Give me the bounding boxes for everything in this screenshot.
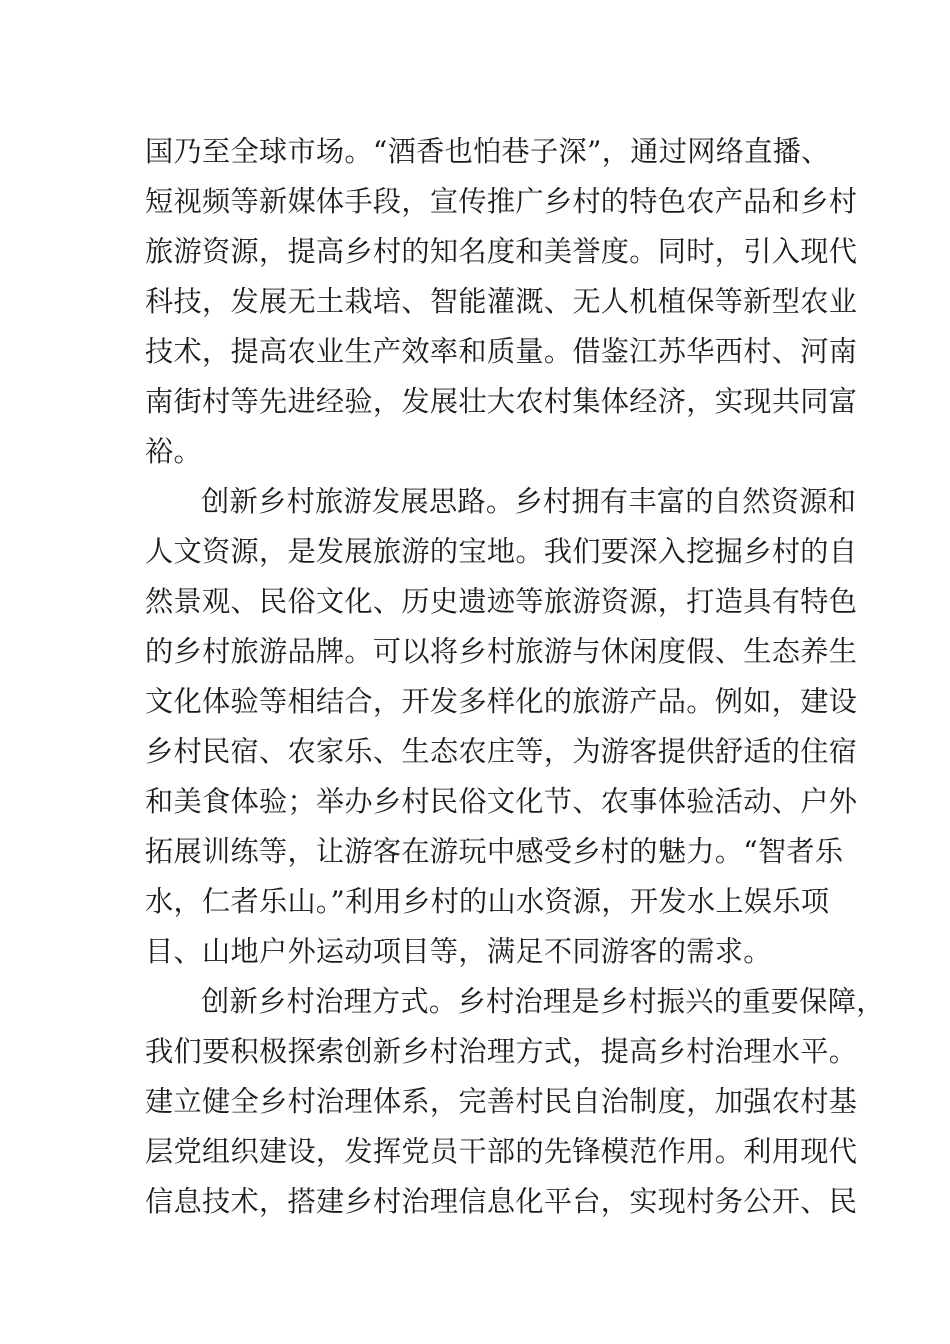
text-line: 科技，发展无土栽培、智能灌溉、无人机植保等新型农业 — [145, 285, 858, 318]
text-line: 南街村等先进经验，发展壮大农村集体经济，实现共同富 — [145, 385, 858, 418]
text-line: 裕。 — [145, 435, 202, 468]
paragraph-first-line: 创新乡村旅游发展思路。乡村拥有丰富的自然资源和 — [201, 485, 857, 518]
text-line: 目、山地户外运动项目等，满足不同游客的需求。 — [145, 935, 772, 968]
text-line: 然景观、民俗文化、历史遗迹等旅游资源，打造具有特色 — [145, 585, 858, 618]
text-line: 拓展训练等，让游客在游玩中感受乡村的魅力。“智者乐 — [145, 835, 844, 868]
text-line: 文化体验等相结合，开发多样化的旅游产品。例如，建设 — [145, 685, 858, 718]
text-line: 人文资源，是发展旅游的宝地。我们要深入挖掘乡村的自 — [145, 535, 858, 568]
text-line: 短视频等新媒体手段，宣传推广乡村的特色农产品和乡村 — [145, 185, 858, 218]
text-line: 旅游资源，提高乡村的知名度和美誉度。同时，引入现代 — [145, 235, 858, 268]
paragraph-first-line: 创新乡村治理方式。乡村治理是乡村振兴的重要保障， — [201, 985, 885, 1018]
text-line: 水，仁者乐山。”利用乡村的山水资源，开发水上娱乐项 — [145, 885, 830, 918]
text-line: 建立健全乡村治理体系，完善村民自治制度，加强农村基 — [145, 1085, 858, 1118]
text-line: 层党组织建设，发挥党员干部的先锋模范作用。利用现代 — [145, 1135, 858, 1168]
text-line: 我们要积极探索创新乡村治理方式，提高乡村治理水平。 — [145, 1035, 858, 1068]
text-line: 国乃至全球市场。“酒香也怕巷子深”，通过网络直播、 — [145, 135, 830, 168]
text-line: 的乡村旅游品牌。可以将乡村旅游与休闲度假、生态养生 — [145, 635, 858, 668]
text-line: 乡村民宿、农家乐、生态农庄等，为游客提供舒适的住宿 — [145, 735, 858, 768]
text-line: 技术，提高农业生产效率和质量。借鉴江苏华西村、河南 — [145, 335, 858, 368]
text-line: 和美食体验；举办乡村民俗文化节、农事体验活动、户外 — [145, 785, 858, 818]
text-line: 信息技术，搭建乡村治理信息化平台，实现村务公开、民 — [145, 1185, 858, 1218]
